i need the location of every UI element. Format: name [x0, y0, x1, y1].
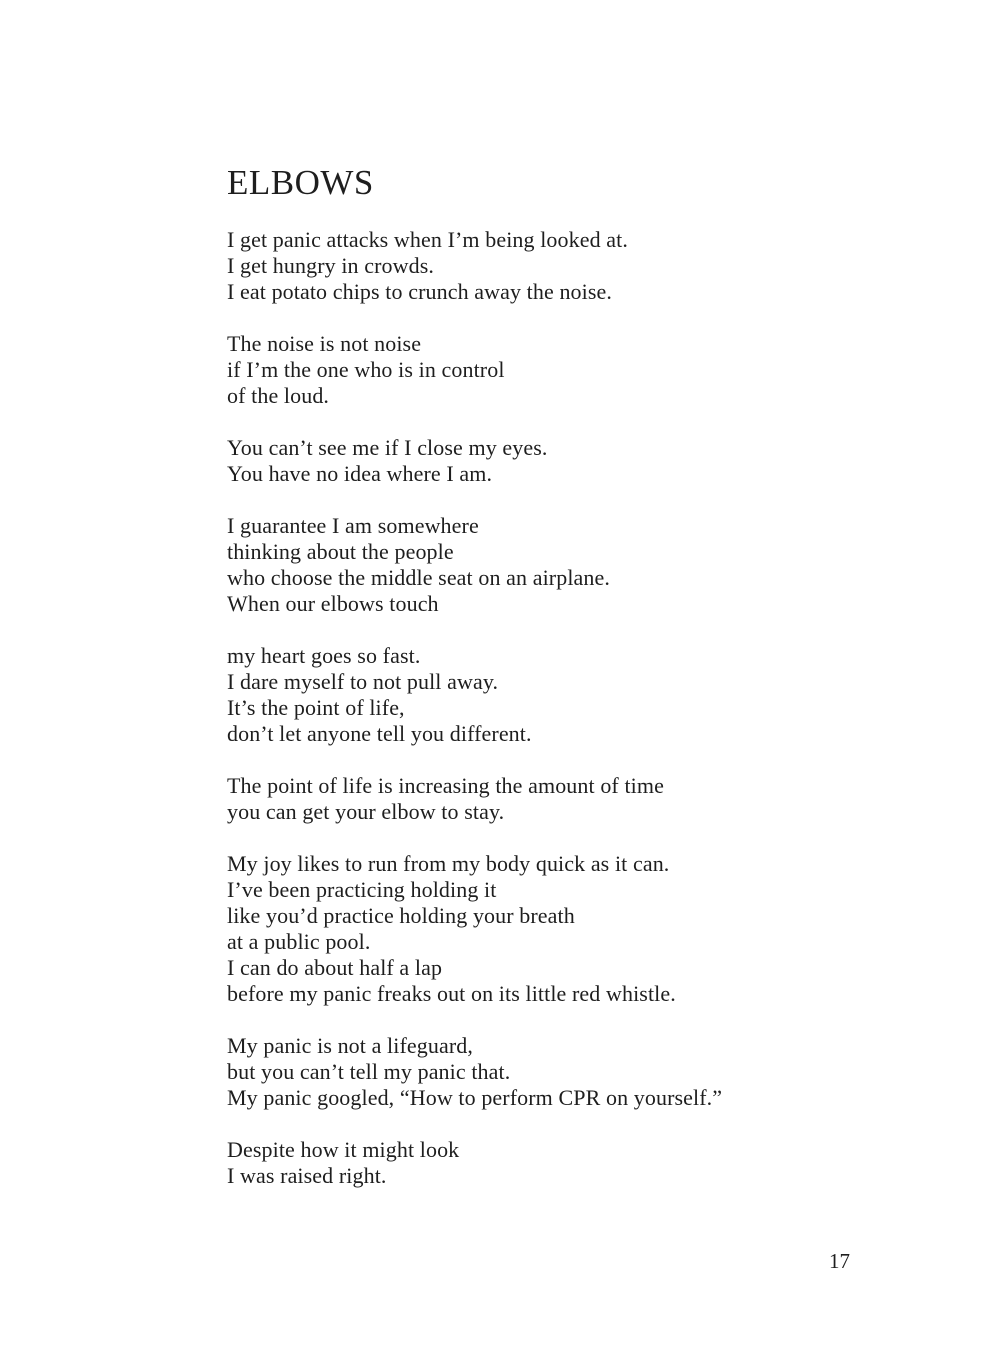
- poem-stanza: [227, 773, 867, 825]
- poem-stanza: [227, 1033, 867, 1111]
- poem-line: I guarantee I am somewhere: [227, 513, 479, 538]
- poem-line: I dare myself to not pull away.: [227, 669, 499, 694]
- poem: [227, 163, 867, 1189]
- poem-line: I get hungry in crowds.: [227, 253, 434, 278]
- page-number: 17: [829, 1249, 850, 1273]
- poem-line: It’s the point of life,: [227, 695, 405, 720]
- poem-line: before my panic freaks out on its little red whistle.: [227, 981, 676, 1006]
- poem-line: You have no idea where I am.: [227, 461, 493, 486]
- poem-line: My panic googled, “How to perform CPR on yourself.”: [227, 1085, 723, 1110]
- poem-line: You can’t see me if I close my eyes.: [227, 435, 548, 460]
- poem-line: I eat potato chips to crunch away the noise.: [227, 279, 612, 304]
- poem-title: ELBOWS: [227, 163, 374, 202]
- poem-line: you can get your elbow to stay.: [227, 799, 505, 824]
- poem-line: if I’m the one who is in control: [227, 357, 505, 382]
- poem-line: I get panic attacks when I’m being looked at.: [227, 227, 628, 252]
- poem-line: at a public pool.: [227, 929, 371, 954]
- poem-line: Despite how it might look: [227, 1137, 460, 1162]
- poem-line: I can do about half a lap: [227, 955, 443, 980]
- poem-stanza: [227, 643, 867, 747]
- poem-line: thinking about the people: [227, 539, 454, 564]
- poem-line: The noise is not noise: [227, 331, 422, 356]
- poem-line: My panic is not a lifeguard,: [227, 1033, 473, 1058]
- poem-line: of the loud.: [227, 383, 330, 408]
- poem-stanza: [227, 435, 867, 487]
- poem-line: My joy likes to run from my body quick as it can.: [227, 851, 670, 876]
- poem-line: my heart goes so fast.: [227, 643, 421, 668]
- poem-line: like you’d practice holding your breath: [227, 903, 575, 928]
- poem-line: who choose the middle seat on an airplane.: [227, 565, 610, 590]
- poem-line: I’ve been practicing holding it: [227, 877, 497, 902]
- poem-stanza: [227, 331, 867, 409]
- poem-line: don’t let anyone tell you different.: [227, 721, 532, 746]
- poem-stanza: [227, 1137, 867, 1189]
- poem-stanza: [227, 227, 867, 305]
- poem-line: I was raised right.: [227, 1163, 387, 1188]
- poem-line: but you can’t tell my panic that.: [227, 1059, 511, 1084]
- poem-stanza: [227, 851, 867, 1007]
- poem-stanza: [227, 513, 867, 617]
- poem-line: The point of life is increasing the amount of time: [227, 773, 664, 798]
- poem-line: When our elbows touch: [227, 591, 439, 616]
